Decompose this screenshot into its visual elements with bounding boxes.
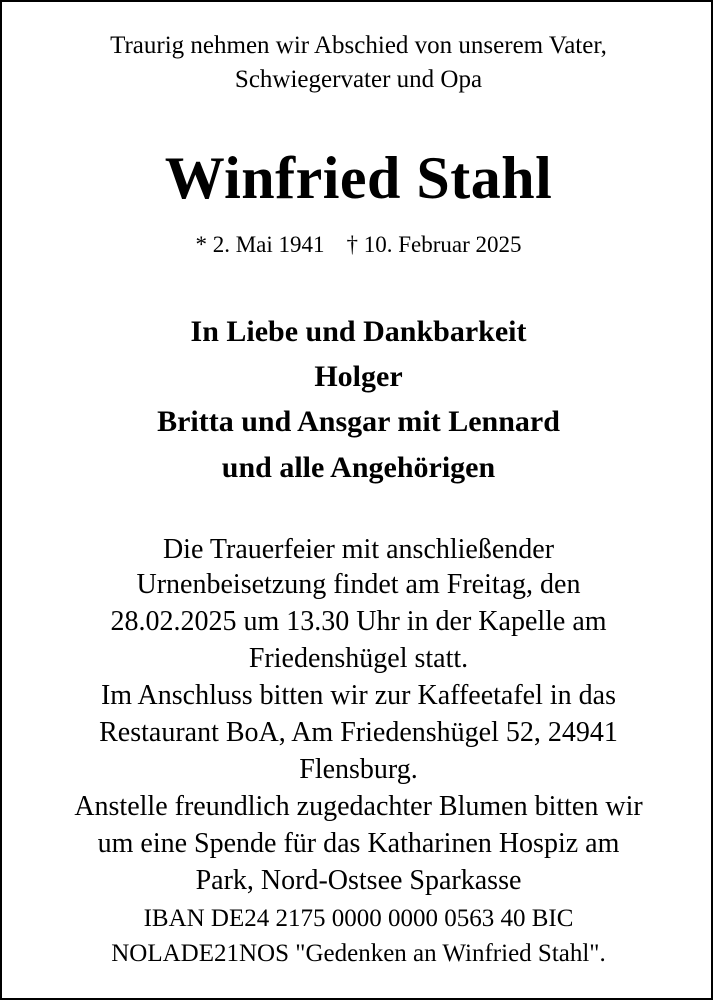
- intro-line: Traurig nehmen wir Abschied von unserem Vater,: [110, 32, 607, 59]
- notice-line: Restaurant BoA, Am Friedenshügel 52, 24941: [99, 717, 618, 748]
- notice-line: Im Anschluss bitten wir zur Kaffeetafel in das: [100, 680, 616, 711]
- notice-line: Friedenshügel statt.: [248, 643, 469, 674]
- notice-line: 28.02.2025 um 13.30 Uhr in der Kapelle am: [110, 606, 607, 637]
- death-date: † 10. Februar 2025: [346, 232, 522, 257]
- intro-line: Schwiegervater und Opa: [234, 66, 483, 93]
- notice-line: um eine Spende für das Katharinen Hospiz am: [97, 828, 620, 859]
- family-line: Holger: [314, 360, 403, 393]
- notice-line: Die Trauerfeier mit anschließender: [162, 534, 555, 565]
- life-dates: [2, 232, 713, 258]
- birth-date: * 2. Mai 1941: [195, 232, 325, 257]
- notice-line: Park, Nord-Ostsee Sparkasse: [195, 865, 522, 896]
- family-line: Britta und Ansgar mit Lennard: [157, 405, 560, 438]
- family-line: und alle Angehörigen: [221, 451, 496, 484]
- family-line: In Liebe und Dankbarkeit: [190, 315, 527, 348]
- notice-line: Urnenbeisetzung findet am Freitag, den: [136, 569, 581, 600]
- notice-line: Flensburg.: [299, 754, 418, 785]
- bank-line: IBAN DE24 2175 0000 0000 0563 40 BIC: [143, 905, 574, 932]
- bank-line: NOLADE21NOS "Gedenken an Winfried Stahl".: [111, 940, 606, 967]
- deceased-name: Winfried Stahl: [164, 145, 553, 211]
- notice-line: Anstelle freundlich zugedachter Blumen bitten wir: [74, 791, 643, 822]
